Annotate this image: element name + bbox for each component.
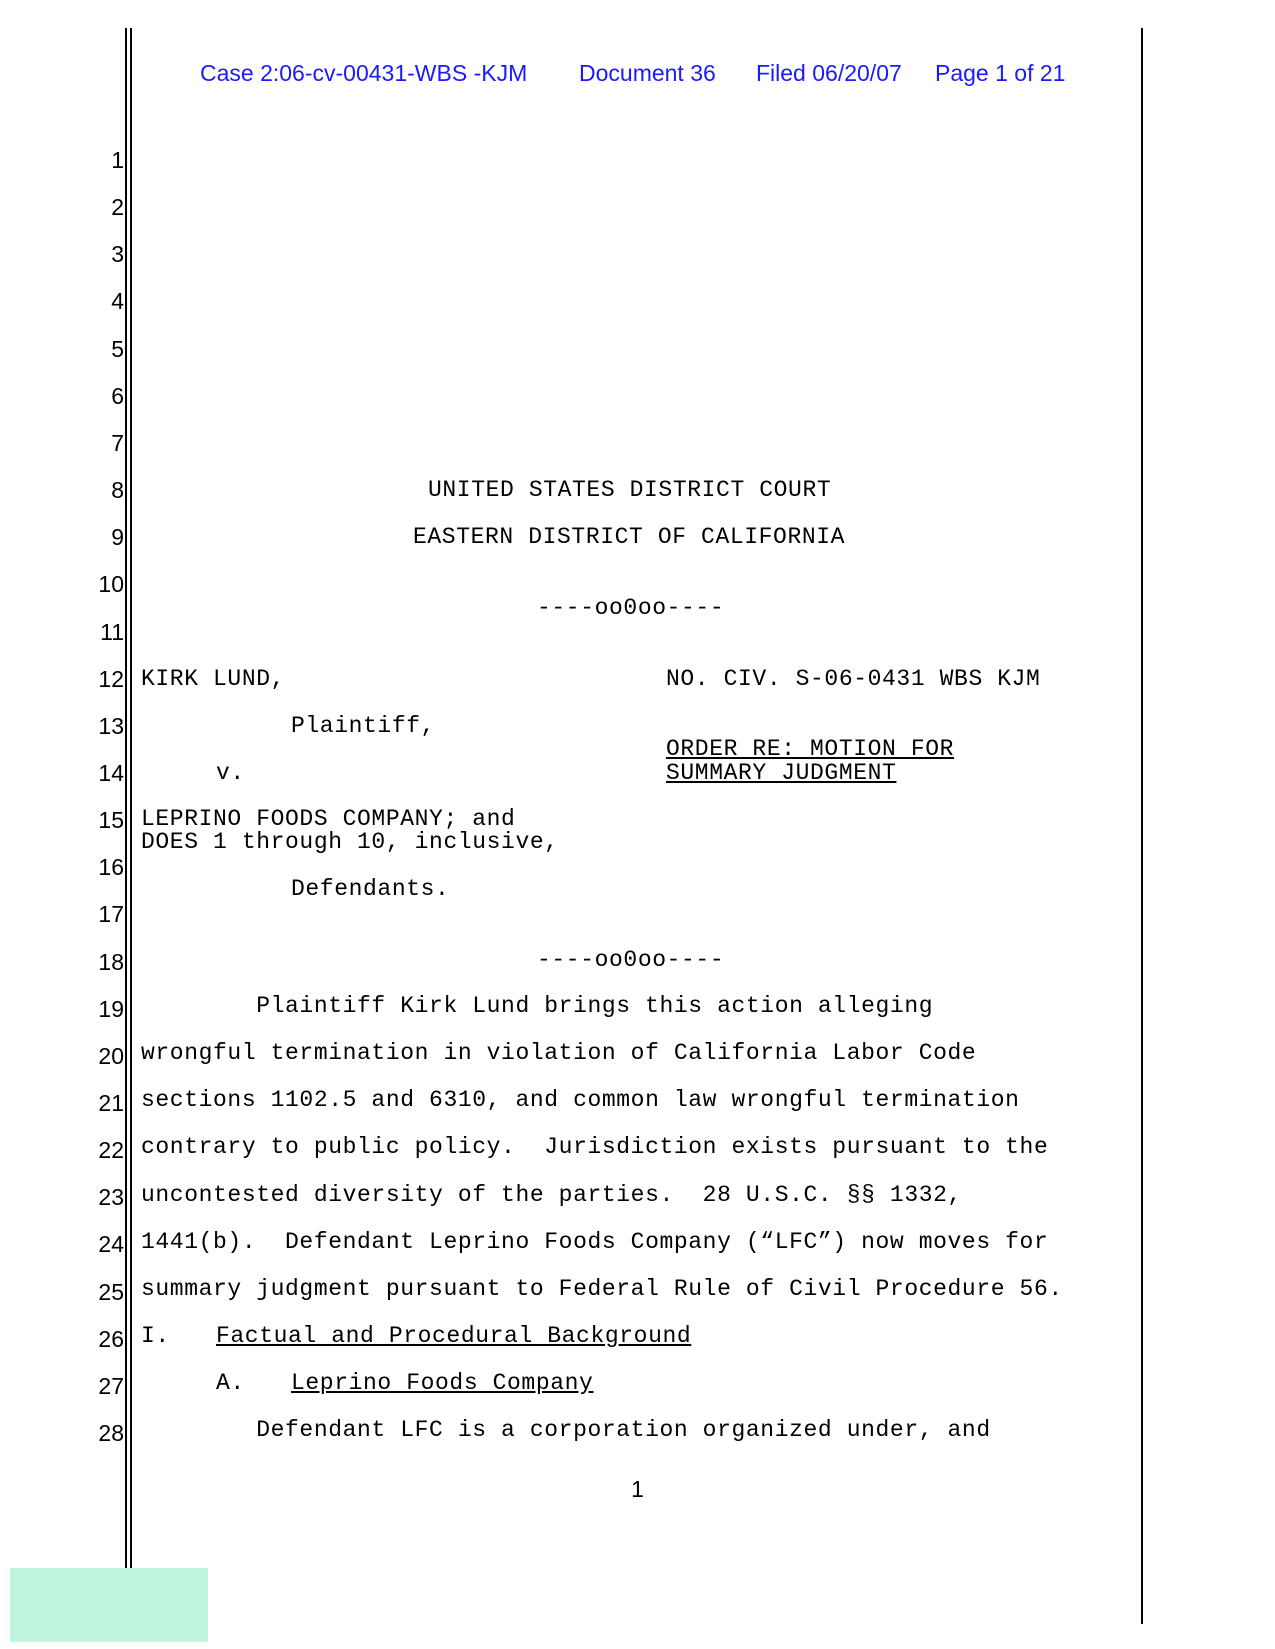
left-margin-rule-outer: [125, 28, 127, 1628]
separator-top: ----oo0oo----: [537, 595, 725, 621]
subsection-title: Leprino Foods Company: [291, 1370, 594, 1396]
order-title-line1: ORDER RE: MOTION FOR: [666, 736, 955, 762]
order-title-line2: SUMMARY JUDGMENT: [666, 760, 897, 786]
body-line: Plaintiff Kirk Lund brings this action alleging: [141, 993, 934, 1019]
line-number: 23: [98, 1184, 124, 1211]
line-number: 16: [98, 854, 124, 881]
line-number: 11: [100, 618, 124, 645]
court-name: UNITED STATES DISTRICT COURT: [428, 477, 832, 503]
page-number: 1: [631, 1476, 644, 1502]
line-number: 14: [98, 759, 124, 786]
plaintiff-name: KIRK LUND,: [141, 666, 286, 692]
line-number: 24: [98, 1231, 124, 1258]
defendant-line2: DOES 1 through 10, inclusive,: [141, 829, 559, 855]
body-line: wrongful termination in violation of California Labor Code: [141, 1040, 977, 1067]
section-title: Factual and Procedural Background: [216, 1323, 692, 1349]
body-line: summary judgment pursuant to Federal Rule of Civil Procedure 56.: [141, 1275, 1063, 1302]
subsection-letter: A.: [216, 1370, 245, 1396]
line-number: 20: [98, 1042, 124, 1069]
line-number: 10: [98, 571, 124, 598]
defendant-role: Defendants.: [291, 876, 450, 902]
line-number: 28: [98, 1420, 124, 1447]
plaintiff-role: Plaintiff,: [291, 713, 436, 739]
line-number: 25: [98, 1278, 124, 1305]
line-number: 9: [111, 524, 124, 551]
line-number: 3: [111, 241, 124, 268]
line-number: 19: [98, 995, 124, 1022]
versus: v.: [216, 760, 245, 786]
body-line: sections 1102.5 and 6310, and common law wrongful termination: [141, 1087, 1020, 1114]
last-body-line: Defendant LFC is a corporation organized under, and: [141, 1417, 991, 1443]
separator-bottom: ----oo0oo----: [537, 947, 725, 973]
defendant-line1: LEPRINO FOODS COMPANY; and: [141, 806, 516, 832]
line-number: 1: [111, 147, 124, 173]
body-line: contrary to public policy. Jurisdiction exists pursuant to the: [141, 1134, 1049, 1161]
right-margin-rule: [1141, 28, 1143, 1624]
line-number: 18: [98, 948, 124, 975]
header-document: Document 36: [579, 60, 716, 86]
header-page: Page 1 of 21: [935, 60, 1066, 86]
line-number: 12: [98, 665, 124, 692]
line-number: 17: [98, 901, 124, 928]
line-number: 5: [111, 335, 124, 362]
line-number: 8: [111, 477, 124, 504]
line-number: 26: [98, 1325, 124, 1352]
footer-highlight-box: [10, 1568, 208, 1642]
left-margin-rule-inner: [130, 28, 132, 1628]
line-number: 27: [98, 1372, 124, 1399]
ecf-header: [200, 60, 1066, 195]
body-line: uncontested diversity of the parties. 28 U.S.C. §§ 1332,: [141, 1181, 962, 1208]
line-number: 6: [111, 382, 124, 409]
header-case: Case 2:06-cv-00431-WBS -KJM: [200, 60, 528, 86]
line-number: 7: [111, 429, 124, 456]
line-number: 4: [111, 288, 124, 315]
case-number: NO. CIV. S-06-0431 WBS KJM: [666, 666, 1041, 692]
section-number: I.: [141, 1323, 170, 1349]
line-number: 15: [98, 807, 124, 834]
line-number: 21: [98, 1090, 124, 1116]
court-district: EASTERN DISTRICT OF CALIFORNIA: [413, 524, 846, 550]
header-filed: Filed 06/20/07: [756, 60, 902, 86]
line-number: 13: [98, 712, 124, 739]
line-number: 22: [98, 1137, 124, 1164]
body-line: 1441(b). Defendant Leprino Foods Company (“LFC”) now moves for: [141, 1228, 1049, 1255]
line-number: 2: [111, 194, 124, 221]
